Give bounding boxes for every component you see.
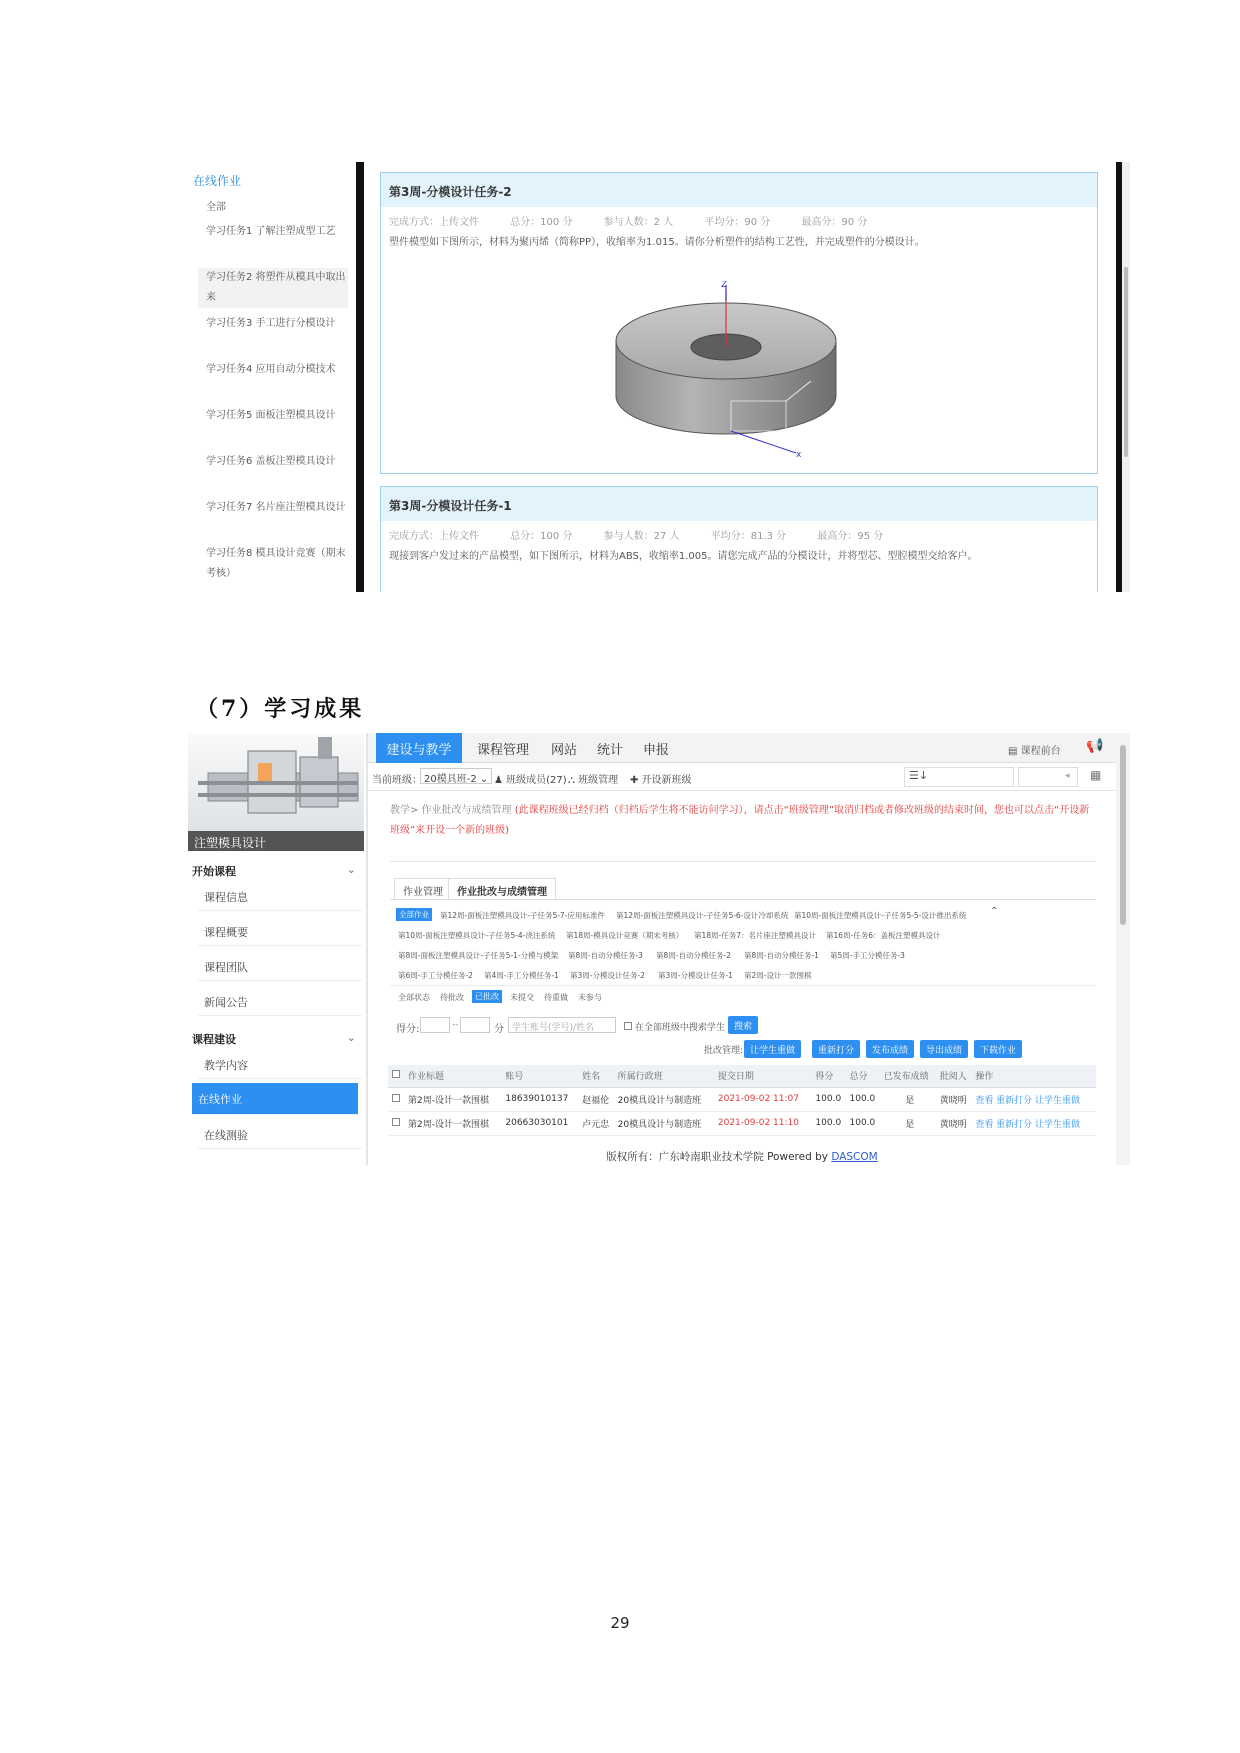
header-grader: 批阅人 [936,1065,972,1087]
completion-mode: 完成方式：上传文件 [389,217,479,228]
checkbox[interactable] [392,1070,400,1078]
cell-published: 是 [880,1087,936,1111]
course-frontend-label: 课程前台 [1020,746,1061,757]
filter-homework[interactable]: 第2周-设计一款围棋 [744,971,812,980]
sidebar-item-task7[interactable]: 学习任务7 名片座注塑模具设计 [206,502,346,513]
checkbox[interactable] [392,1118,400,1126]
divider [390,861,1096,862]
range-separator: -- [452,1020,459,1030]
score-max-input[interactable] [460,1017,490,1033]
sidebar-item-task1[interactable]: 学习任务1 了解注塑成型工艺 [206,226,336,237]
state-not-submitted[interactable]: 未提交 [510,993,534,1002]
current-class-label: 当前班级： [372,775,422,786]
class-select[interactable]: 20模具班-2 ⌄ [420,768,492,784]
page-number: 29 [610,1614,630,1632]
filter-homework[interactable]: 第10周-面板注塑模具设计-子任务5-4-浇注系统 [398,931,556,940]
org-icon: ⛬ [568,775,579,786]
tab-homework-management[interactable]: 作业管理 [394,878,452,900]
score-min-input[interactable] [420,1017,450,1033]
header-account: 账号 [501,1065,578,1087]
members-icon: ♟ [494,775,507,786]
card-meta [381,207,1097,229]
screenshot-online-homework [188,162,1130,592]
sidebar-item-task3[interactable]: 学习任务3 手工进行分模设计 [206,318,336,329]
filter-homework[interactable]: 第6周-手工分模任务-2 [398,971,473,980]
header-date: 提交日期 [714,1065,812,1087]
grid-icon[interactable]: ▦ [1090,768,1102,782]
filter-homework[interactable]: 第16周-任务6：盖板注塑模具设计 [826,931,941,940]
homework-card[interactable] [380,172,1098,474]
cell-date: 2021-09-02 11:07 [714,1087,812,1111]
sidebar-heading[interactable]: 在线作业 [193,174,242,188]
section-heading: （7）学习成果 [196,696,365,722]
group-label: 开始课程 [192,865,236,878]
filter-homework[interactable]: 第12周-面板注塑模具设计-子任务5-7-应用标准件 [440,911,605,920]
state-not-participated[interactable]: 未参与 [578,993,602,1002]
archive-notice [390,801,1096,841]
new-class-label: 开设新班级 [641,775,692,786]
export-scores-button[interactable]: 导出成绩 [920,1040,968,1058]
chevron-up-icon[interactable]: ⌃ [990,906,999,917]
table-row[interactable] [388,1111,1096,1135]
filter-homework[interactable]: 第3周-分模设计任务-1 [658,971,733,980]
checkbox-label: 在全部班级中搜索学生 [634,1023,725,1033]
class-members-link[interactable] [494,771,567,786]
filter-homework[interactable]: 第8周-自动分模任务-3 [568,951,643,960]
card-description: 现接到客户发过来的产品模型，如下图所示，材料为ABS，收缩率1.005。请您完成产品的分模设计，并将型芯、型腔模型交给客户。 [389,551,978,562]
filter-homework[interactable]: 第8周-面板注塑模具设计-子任务5-1-分模与模架 [398,951,559,960]
sidebar-item-course-info[interactable]: 课程信息 [198,881,362,911]
sidebar-item-task4[interactable]: 学习任务4 应用自动分模技术 [206,364,336,375]
cell-total: 100.0 [846,1111,880,1135]
course-sidebar [188,733,364,1165]
cell-grader: 黄晓明 [936,1087,972,1111]
total-score: 总分：100 分 [510,531,573,542]
cell-score: 100.0 [811,1111,845,1135]
state-redo[interactable]: 待重做 [544,993,568,1002]
class-management-link[interactable] [568,771,618,786]
cell-title: 第2周-设计一款围棋 [404,1111,501,1135]
cell-title: 第2周-设计一款围棋 [404,1087,501,1111]
class-management-label: 班级管理 [578,775,619,786]
score-unit: 分 [494,1024,504,1035]
cell-score: 100.0 [811,1087,845,1111]
cell-date: 2021-09-02 11:10 [714,1111,812,1135]
top-nav [368,733,1116,763]
cell-total: 100.0 [846,1087,880,1111]
filter-homework[interactable]: 第3周-分模设计任务-2 [570,971,645,980]
course-name: 注塑模具设计 [188,831,364,851]
footer-text: 版权所有：广东岭南职业技术学院 Powered by [606,1151,832,1163]
header-class: 所属行政班 [614,1065,714,1087]
grading-table [388,1065,1096,1136]
homework-card[interactable] [380,486,1098,592]
cell-class: 20模具设计与制造班 [614,1087,714,1111]
sidebar-item-course-team[interactable]: 课程团队 [198,951,362,981]
cell-account: 20663030101 [501,1111,578,1135]
max-score: 最高分：90 分 [801,217,868,228]
course-logo [188,733,364,851]
header-published: 已发布成绩 [880,1065,936,1087]
card-title[interactable]: 第3周-分模设计任务-1 [381,487,1097,521]
monitor-icon: ▤ [1008,746,1021,757]
filter-homework[interactable]: 第18周-模具设计竞赛（期末考核） [566,931,684,940]
divider [390,985,1096,986]
archive-warning[interactable]: (此课程班级已经归档（归档后学生将不能访问学习），请点击“班级管理”取消归档或者修改班级的结束时间，您也可以点击“开设新班级”来开设一个新的班级) [390,805,1090,836]
sidebar-item-task2[interactable]: 学习任务2 将塑件从模具中取出来 [198,268,348,308]
cell-grader: 黄晓明 [936,1111,972,1135]
table-row[interactable] [388,1087,1096,1111]
student-search-input[interactable]: 学生账号(学号)/姓名 [508,1017,616,1033]
filter-all-homework[interactable]: 全部作业 [396,908,432,921]
tab-website[interactable]: 网站 [550,743,577,758]
filter-homework[interactable]: 第10周-面板注塑模具设计-子任务5-5-设计推出系统 [794,911,967,920]
header-title: 作业标题 [404,1065,501,1087]
regrade-button[interactable]: 重新打分 [812,1040,860,1058]
tab-declare[interactable]: 申报 [642,743,669,758]
checkbox[interactable] [624,1022,632,1030]
header-total: 总分 [846,1065,880,1087]
sidebar-item-news[interactable]: 新闻公告 [198,986,362,1016]
part-model-image [606,281,866,461]
redo-button[interactable]: 让学生重做 [744,1040,801,1058]
cell-ops[interactable]: 查看 重新打分 让学生重做 [971,1111,1096,1135]
mold-machine-image [188,733,364,831]
sidebar-item-teaching-content[interactable]: 教学内容 [198,1049,362,1079]
state-graded[interactable]: 已批改 [472,990,502,1003]
cell-account: 18639010137 [501,1087,578,1111]
class-toolbar [368,763,1116,791]
completion-mode: 完成方式：上传文件 [389,531,479,542]
screenshot-grading-management [188,733,1130,1165]
publish-scores-button[interactable]: 发布成绩 [866,1040,914,1058]
card-title[interactable]: 第3周-分模设计任务-2 [381,173,1097,207]
cell-name: 卢元忠 [578,1111,614,1135]
breadcrumb: 教学> 作业批改与成绩管理 [390,805,512,816]
sidebar-item-online-quiz[interactable]: 在线测验 [198,1119,362,1149]
page-footer [368,1147,1116,1165]
class-members-label: 班级成员(27) [506,775,567,786]
state-pending[interactable]: 待批改 [440,993,464,1002]
score-label: 得分: [396,1024,420,1035]
new-class-icon: ✚ [630,775,642,786]
cell-published: 是 [880,1111,936,1135]
participants: 参与人数：2 人 [603,217,674,228]
total-score: 总分：100 分 [510,217,573,228]
sidebar-item-all[interactable]: 全部 [206,202,226,213]
dascom-link[interactable]: DASCOM [831,1151,878,1163]
filter-homework[interactable]: 第12周-面板注塑模具设计-子任务5-6-设计冷却系统 [616,911,789,920]
participants: 参与人数：27 人 [603,531,680,542]
header-name: 姓名 [578,1065,614,1087]
checkbox[interactable] [392,1094,400,1102]
download-homework-button[interactable]: 下载作业 [974,1040,1022,1058]
cell-name: 赵福伦 [578,1087,614,1111]
sidebar-item-course-summary[interactable]: 课程概要 [198,916,362,946]
class-select-value: 20模具班-2 [424,774,477,785]
tab-course-management[interactable]: 课程管理 [476,743,529,758]
average-score: 平均分：81.3 分 [710,531,787,542]
filter-homework[interactable]: 第4周-手工分模任务-1 [484,971,559,980]
svg-text:Z: Z [721,281,728,290]
filter-homework[interactable]: 第18周-任务7：名片座注塑模具设计 [694,931,817,940]
row-checkbox[interactable] [388,1087,404,1111]
tab-statistics[interactable]: 统计 [596,743,623,758]
chevron-down-icon[interactable]: ⌄ [346,1031,356,1044]
search-all-classes-checkbox[interactable] [624,1020,725,1033]
new-class-link[interactable] [630,771,692,786]
sidebar-item-task5[interactable]: 学习任务5 面板注塑模具设计 [206,410,336,421]
header-score: 得分 [811,1065,845,1087]
max-score: 最高分：95 分 [817,531,884,542]
divider-bar [356,162,364,592]
scrollbar-thumb[interactable] [1124,267,1128,457]
group-start-course[interactable] [190,863,362,879]
divider [390,899,1096,900]
cell-class: 20模具设计与制造班 [614,1111,714,1135]
homework-sidebar [188,162,358,592]
sidebar-item-task8[interactable]: 学习任务8 模具设计竞赛（期末考核） [206,548,346,579]
sidebar-item-online-homework[interactable]: 在线作业 [192,1083,358,1115]
sort-icon[interactable]: ☰↓ [904,767,1014,787]
average-score: 平均分：90 分 [704,217,771,228]
row-checkbox[interactable] [388,1111,404,1135]
batch-label: 批改管理: [704,1046,744,1056]
filter-homework[interactable]: 第5周-手工分模任务-3 [830,951,905,960]
filter-homework[interactable]: 第8周-自动分模任务-1 [744,951,819,960]
main-panel [368,733,1116,1165]
sidebar-item-task6[interactable]: 学习任务6 盖板注塑模具设计 [206,456,336,467]
tab-teaching[interactable]: 建设与教学 [376,733,462,763]
state-all[interactable]: 全部状态 [398,993,430,1002]
group-course-build[interactable] [190,1031,362,1047]
card-meta [381,521,1097,543]
scrollbar-thumb[interactable] [1120,745,1126,925]
course-frontend-link[interactable] [1008,742,1061,757]
search-button[interactable]: 搜索 [728,1016,758,1034]
tab-grading-management[interactable]: 作业批改与成绩管理 [448,878,556,900]
chevron-down-icon[interactable]: ⌄ [346,863,356,876]
header-checkbox[interactable] [388,1065,404,1087]
group-label: 课程建设 [192,1033,236,1046]
megaphone-icon[interactable]: 📢 [1086,738,1104,754]
card-description: 塑件模型如下图所示，材料为聚丙烯（简称PP），收缩率为1.015。请你分析塑件的结构工艺性，并完成塑件的分模设计。 [389,237,925,248]
toolbar-search-input[interactable]: ◂ [1018,767,1078,787]
svg-text:x: x [796,450,802,460]
table-header-row [388,1065,1096,1087]
header-ops: 操作 [971,1065,1096,1087]
cell-ops[interactable]: 查看 重新打分 让学生重做 [971,1087,1096,1111]
filter-homework[interactable]: 第8周-自动分模任务-2 [656,951,731,960]
